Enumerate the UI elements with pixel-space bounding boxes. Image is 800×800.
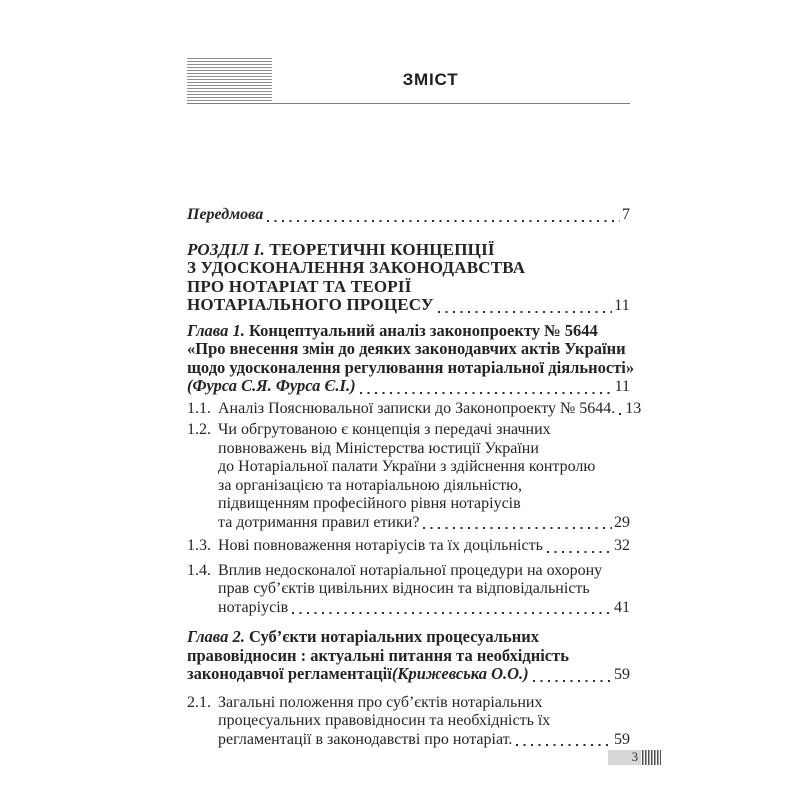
- toc-line: ПРО НОТАРІАТ ТА ТЕОРІЇ: [187, 276, 412, 296]
- section-number: РОЗДІЛ І.: [187, 239, 265, 259]
- chapter-authors: (Крижевська О.О.): [391, 664, 529, 683]
- chapter-number: Глава 1.: [187, 320, 245, 340]
- entry-title: Передмова: [187, 206, 264, 223]
- page-ref: 11: [614, 378, 630, 395]
- page-ref: 32: [614, 537, 630, 554]
- page-number: 3: [631, 750, 638, 764]
- item-title: Чи обгрутованою є концепція з передачі значних: [218, 421, 551, 438]
- toc-line: [218, 599, 630, 618]
- toc-line: [187, 296, 630, 316]
- item-title-end: регламентації в законодавстві про нотаріат.: [218, 730, 513, 748]
- toc-line: [187, 206, 630, 225]
- toc-line: [187, 399, 642, 419]
- item-number: 1.2.: [187, 421, 211, 438]
- dotted-leader: [545, 550, 612, 556]
- item-number: 1.3.: [187, 537, 211, 554]
- dotted-leader: [617, 412, 623, 418]
- item-number: 2.1.: [187, 693, 211, 711]
- toc-line: до Нотаріальної палати України з здійснення контролю: [218, 458, 596, 475]
- item-title: Вплив недосконалої нотаріальної процедури на охорону: [218, 561, 603, 579]
- section-title: ТЕОРЕТИЧНІ КОНЦЕПЦІЇ: [264, 239, 495, 259]
- toc-line: З УДОСКОНАЛЕННЯ ЗАКОНОДАВСТВА: [187, 258, 526, 277]
- page-ref: 13: [625, 399, 642, 417]
- chapter-authors: (Фурса С.Я. Фурса Є.І.): [187, 376, 356, 395]
- dotted-leader: [290, 611, 612, 617]
- toc-line: [187, 377, 630, 397]
- header-stripes-decoration: [187, 58, 272, 103]
- page-ref: 29: [614, 513, 630, 531]
- toc-entry-section-1: [187, 241, 630, 316]
- toc-line: [187, 537, 630, 556]
- header-rule: [187, 103, 630, 104]
- toc-entry-1-3: [187, 537, 630, 556]
- page-footer: [608, 750, 661, 765]
- page-header: [187, 57, 630, 103]
- toc-line: щодо удосконалення регулювання нотаріальної діяльності»: [187, 357, 635, 377]
- chapter-number: Глава 2.: [187, 627, 245, 646]
- page-ref: 11: [614, 297, 630, 314]
- toc-line: «Про внесення змін до деяких законодавчих актів України: [187, 339, 626, 358]
- toc-entry-1-1: [187, 399, 642, 419]
- item-number: 1.4.: [187, 561, 211, 579]
- chapter-title-end: законодавчої регламентації: [187, 664, 392, 683]
- dotted-leader: [265, 219, 620, 225]
- toc-list: [187, 206, 642, 749]
- toc-line: [187, 562, 630, 581]
- toc-entry-1-2: [187, 421, 630, 532]
- section-title-end: НОТАРІАЛЬНОГО ПРОЦЕСУ: [187, 295, 434, 314]
- toc-line: [218, 514, 630, 533]
- toc-entry-chapter-1: [187, 320, 635, 397]
- toc-line: за організацією та нотаріальною діяльністю,: [218, 476, 523, 494]
- page-number-box: [608, 750, 641, 765]
- item-title: Загальні положення про суб’єктів нотаріальних: [218, 693, 543, 711]
- item-number: 1.1.: [187, 399, 211, 417]
- toc-entry-1-4: [187, 562, 630, 618]
- toc-line: правовідносин : актуальні питання та необхідність: [187, 645, 569, 665]
- page-ref: 41: [614, 598, 630, 616]
- item-title-end: та дотримання правил етики?: [218, 513, 420, 531]
- page-ref: 59: [614, 730, 630, 748]
- dotted-leader: [436, 310, 612, 316]
- page-ref: 7: [622, 206, 630, 223]
- dotted-leader: [531, 679, 612, 685]
- item-title: Аналіз Пояснювальної записки до Законопроекту № 5644.: [218, 399, 616, 417]
- chapter-title: Суб’єкти нотаріальних процесуальних: [244, 627, 539, 646]
- item-title-end: нотаріусів: [218, 598, 289, 616]
- toc-line: [187, 421, 630, 440]
- toc-line: [187, 322, 630, 341]
- chapter-title: Концептуальний аналіз законопроекту № 5644: [244, 320, 598, 340]
- footer-barcode-decoration: [642, 750, 661, 765]
- toc-line: [187, 665, 630, 685]
- toc-line: [187, 694, 630, 713]
- toc-line: [218, 731, 630, 750]
- dotted-leader: [358, 391, 613, 397]
- toc-line: підвищенням професійного рівня нотаріусів: [218, 495, 521, 512]
- page-ref: 59: [614, 666, 630, 683]
- dotted-leader: [421, 526, 612, 532]
- toc-entry-chapter-2: [187, 628, 630, 685]
- item-title: Нові повноваження нотаріусів та їх доцільність: [218, 537, 543, 554]
- toc-line: [187, 241, 630, 260]
- dotted-leader: [514, 743, 612, 749]
- page-title: ЗМІСТ: [402, 70, 459, 89]
- toc-line: [187, 628, 630, 647]
- toc-line: повноважень від Міністерства юстиції України: [218, 439, 539, 457]
- toc-line: прав суб’єктів цивільних відносин та відповідальність: [218, 580, 590, 597]
- toc-entry-2-1: [187, 694, 630, 750]
- toc-line: процесуальних правовідносин та необхідність їх: [218, 712, 551, 729]
- toc-entry-preface: [187, 206, 630, 225]
